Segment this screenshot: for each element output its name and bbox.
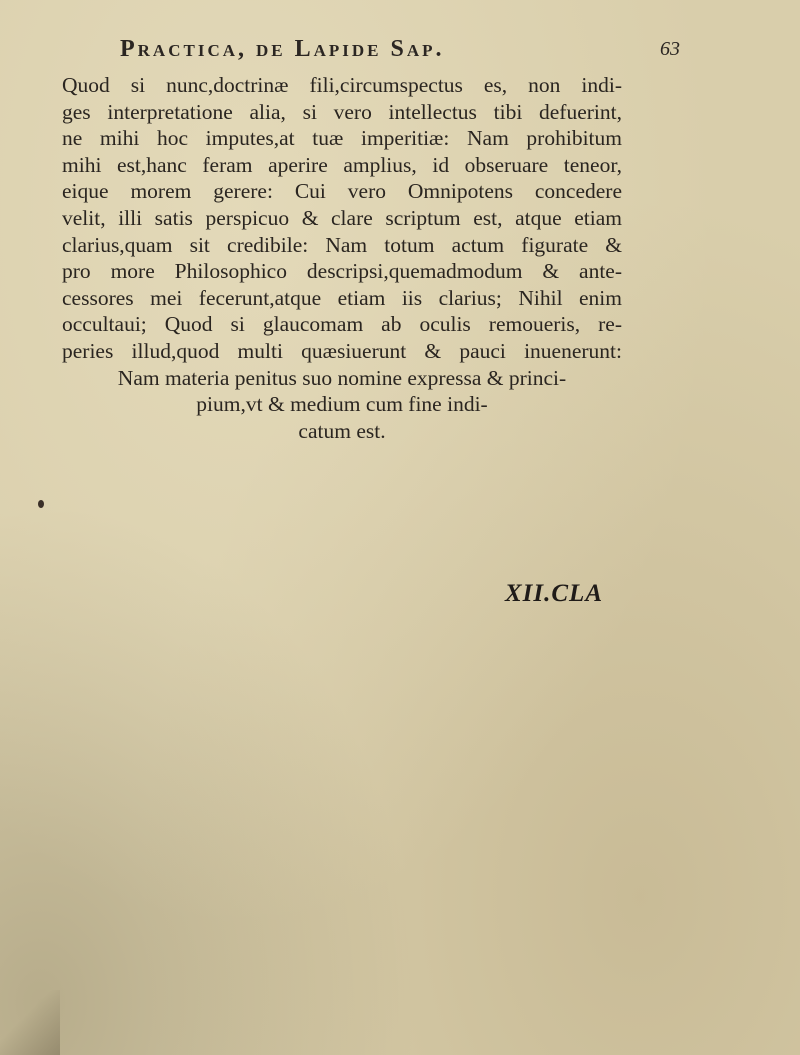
text-line: Quod si nunc,doctrinæ fili,circumspectus es, non indi- [62,73,622,97]
body-text [62,72,622,444]
running-title: Practica, de Lapide Sap. [120,36,445,62]
text-line: peries illud,quod multi quæsiuerunt & pauci inuenerunt: [62,338,622,363]
text-line: clarius,quam sit credibile: Nam totum actum figurate & [62,232,622,257]
ink-spot-mark [38,500,44,508]
text-line: occultaui; Quod si glaucomam ab oculis remoueris, re- [62,312,622,337]
text-line: catum est. [298,418,386,443]
text-line: mihi est,hanc feram aperire amplius, id obseruare teneor, [62,152,622,177]
page-corner-stain [0,990,60,1055]
text-line: ges interpretatione alia, si vero intellectus tibi defuerint, [62,99,622,124]
text-line: cessores mei fecerunt,atque etiam iis clarius; Nihil enim [62,285,622,310]
running-head [120,36,680,66]
text-line: velit, illi satis perspicuo & clare scriptum est, atque etiam [62,205,622,230]
text-line: ne mihi hoc imputes,at tuæ imperitiæ: Nam prohibitum [62,126,622,151]
page-number: 63 [660,38,680,60]
text-line: eique morem gerere: Cui vero Omnipotens concedere [62,179,622,204]
catchword: XII.CLA [505,580,604,607]
text-line: pium,vt & medium cum fine indi- [196,392,488,417]
text-line: pro more Philosophico descripsi,quemadmodum & ante- [62,259,622,284]
text-line: Nam materia penitus suo nomine expressa & princi- [117,365,567,390]
